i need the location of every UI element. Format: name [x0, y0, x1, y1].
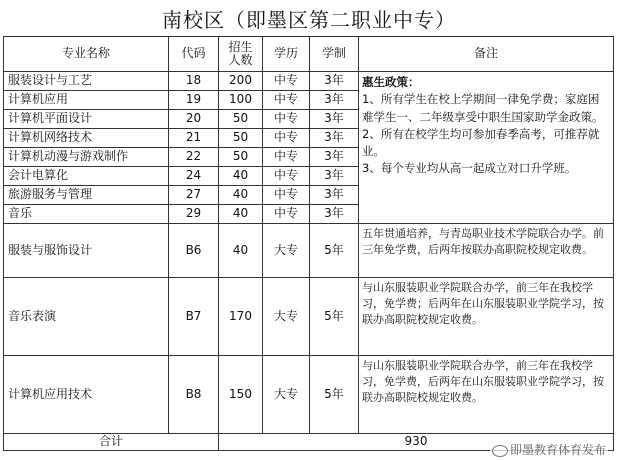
- page-title: 南校区（即墨区第二职业中专）: [162, 8, 456, 32]
- enroll-count: 50: [219, 110, 263, 129]
- enroll-count: 40: [219, 167, 263, 186]
- degree: 中专: [263, 91, 310, 110]
- degree: 大专: [263, 356, 310, 434]
- enroll-count: 200: [219, 72, 263, 91]
- major-code: 24: [169, 167, 219, 186]
- enrollment-table: [3, 36, 614, 451]
- major-name: 音乐: [4, 205, 169, 224]
- table-row: [4, 72, 614, 91]
- enroll-count: 50: [219, 148, 263, 167]
- major-code: B8: [169, 356, 219, 434]
- duration: 3年: [310, 72, 359, 91]
- duration: 3年: [310, 148, 359, 167]
- duration: 3年: [310, 205, 359, 224]
- total-value: 930: [219, 434, 614, 451]
- degree: 中专: [263, 186, 310, 205]
- policy-note-title: 惠生政策：: [362, 75, 420, 89]
- header-enroll: [219, 37, 263, 72]
- major-code: 18: [169, 72, 219, 91]
- degree: 中专: [263, 167, 310, 186]
- enroll-count: 100: [219, 91, 263, 110]
- enroll-count: 40: [219, 186, 263, 205]
- duration: 5年: [310, 224, 359, 278]
- policy-note: [359, 72, 614, 224]
- degree: 中专: [263, 110, 310, 129]
- degree: 大专: [263, 278, 310, 356]
- note-b7: 与山东服装职业学院联合办学，前三年在我校学习，免学费；后两年在山东服装职业学院学习，按联办高职院校规定收费。: [359, 278, 614, 356]
- enroll-count: 40: [219, 224, 263, 278]
- major-name: 服装与服饰设计: [4, 224, 169, 278]
- header-enroll-line1: 招生: [228, 39, 253, 54]
- degree: 大专: [263, 224, 310, 278]
- major-code: B6: [169, 224, 219, 278]
- duration: 5年: [310, 356, 359, 434]
- enroll-count: 50: [219, 129, 263, 148]
- major-name: 计算机网络技术: [4, 129, 169, 148]
- total-label: 合计: [4, 434, 219, 451]
- degree: 中专: [263, 72, 310, 91]
- duration: 3年: [310, 110, 359, 129]
- header-note: 备注: [359, 37, 614, 72]
- degree: 中专: [263, 129, 310, 148]
- watermark: [490, 441, 608, 458]
- major-name: 旅游服务与管理: [4, 186, 169, 205]
- major-name: 音乐表演: [4, 278, 169, 356]
- enroll-count: 170: [219, 278, 263, 356]
- major-code: 27: [169, 186, 219, 205]
- duration: 3年: [310, 91, 359, 110]
- enroll-count: 150: [219, 356, 263, 434]
- header-code: 代码: [169, 37, 219, 72]
- policy-note-item: 3、每个专业均从高一起成立对口升学班。: [362, 161, 577, 176]
- header-degree: 学历: [263, 37, 310, 72]
- major-name: 计算机动漫与游戏制作: [4, 148, 169, 167]
- major-code: 29: [169, 205, 219, 224]
- watermark-text: 即墨教育体育发布: [509, 443, 606, 457]
- duration: 3年: [310, 129, 359, 148]
- table-row: [4, 278, 614, 356]
- major-name: 计算机应用技术: [4, 356, 169, 434]
- note-b8: 与山东服装职业学院联合办学，前三年在我校学习，免学费，后两年在山东服装职业学院学习，按联办高职院校规定收费。: [359, 356, 614, 434]
- table-row: [4, 356, 614, 434]
- duration: 5年: [310, 278, 359, 356]
- policy-note-item: 1、所有学生在校上学期间一律免学费；家庭困难学生一、二年级享受中职生国家助学金政策。: [362, 92, 604, 124]
- major-code: 22: [169, 148, 219, 167]
- major-code: 20: [169, 110, 219, 129]
- note-b6: 五年贯通培养，与青岛职业技术学院联合办学。前三年免学费，后两年按联办高职院校规定收费。: [359, 224, 614, 278]
- degree: 中专: [263, 205, 310, 224]
- policy-note-item: 2、所有在校学生均可参加春季高考，可推荐就业。: [362, 126, 600, 158]
- major-name: 服装设计与工艺: [4, 72, 169, 91]
- header-row: [4, 37, 614, 72]
- major-name: 计算机平面设计: [4, 110, 169, 129]
- table-row: [4, 224, 614, 278]
- major-name: 计算机应用: [4, 91, 169, 110]
- major-code: B7: [169, 278, 219, 356]
- major-code: 21: [169, 129, 219, 148]
- major-code: 19: [169, 91, 219, 110]
- degree: 中专: [263, 148, 310, 167]
- header-enroll-line2: 人数: [228, 53, 253, 67]
- duration: 3年: [310, 167, 359, 186]
- major-name: 会计电算化: [4, 167, 169, 186]
- duration: 3年: [310, 186, 359, 205]
- enroll-count: 40: [219, 205, 263, 224]
- header-name: 专业名称: [4, 37, 169, 72]
- header-duration: 学制: [310, 37, 359, 72]
- wechat-icon: [492, 445, 508, 457]
